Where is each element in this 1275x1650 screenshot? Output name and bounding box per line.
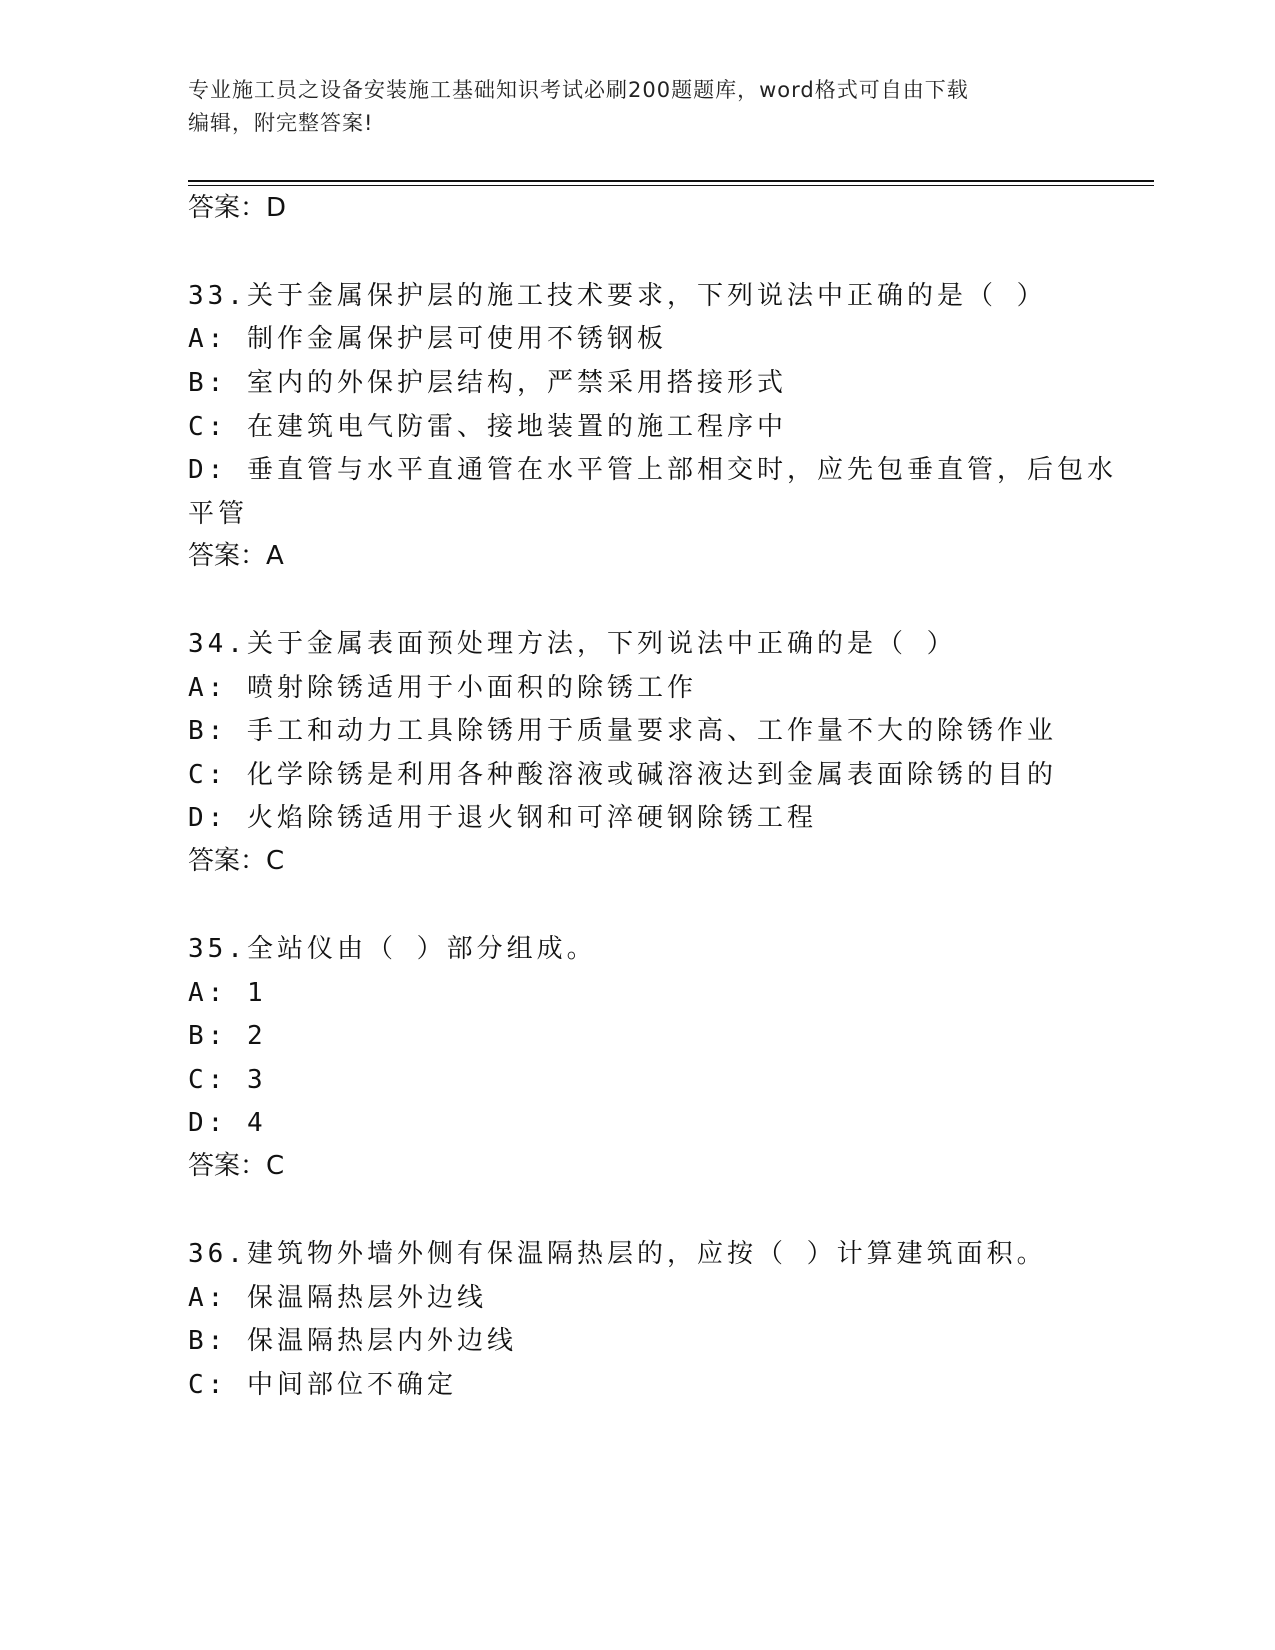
answer: 答案：C [188, 846, 285, 876]
option-c: C: 中间部位不确定 [188, 1370, 457, 1400]
option-a: A: 喷射除锈适用于小面积的除锈工作 [188, 673, 697, 703]
option-b: B: 手工和动力工具除锈用于质量要求高、工作量不大的除锈作业 [188, 716, 1057, 746]
option-a: A: 制作金属保护层可使用不锈钢板 [188, 324, 667, 354]
document-header [188, 74, 1088, 140]
option-c: C: 在建筑电气防雷、接地装置的施工程序中 [188, 412, 787, 442]
option-d: D: 火焰除锈适用于退火钢和可淬硬钢除锈工程 [188, 803, 817, 833]
question-stem: 34.关于金属表面预处理方法，下列说法中正确的是（ ） [188, 629, 957, 659]
option-d-continued: 平管 [188, 499, 249, 529]
answer: 答案：C [188, 1151, 285, 1181]
question-stem: 35.全站仪由（ ）部分组成。 [188, 934, 597, 964]
option-c: C: 化学除锈是利用各种酸溶液或碱溶液达到金属表面除锈的目的 [188, 760, 1057, 790]
header-line-1: 专业施工员之设备安装施工基础知识考试必刷200题题库，word格式可自由下载 [188, 78, 969, 102]
question-stem: 33.关于金属保护层的施工技术要求，下列说法中正确的是（ ） [188, 281, 1047, 311]
option-c: C: 3 [188, 1065, 267, 1095]
option-b: B: 2 [188, 1021, 267, 1051]
answer: 答案：A [188, 541, 284, 571]
option-d: D: 4 [188, 1108, 267, 1138]
option-b: B: 室内的外保护层结构，严禁采用搭接形式 [188, 368, 787, 398]
header-divider-thick [188, 180, 1154, 182]
question-stem: 36.建筑物外墙外侧有保温隔热层的，应按（ ）计算建筑面积。 [188, 1239, 1047, 1269]
header-divider-thin [188, 185, 1154, 186]
answer-prev: 答案：D [188, 193, 287, 223]
option-d: D: 垂直管与水平直通管在水平管上部相交时，应先包垂直管，后包水 [188, 455, 1117, 485]
option-b: B: 保温隔热层内外边线 [188, 1326, 517, 1356]
option-a: A: 保温隔热层外边线 [188, 1283, 487, 1313]
option-a: A: 1 [188, 978, 267, 1008]
header-line-2: 编辑，附完整答案! [188, 111, 374, 135]
